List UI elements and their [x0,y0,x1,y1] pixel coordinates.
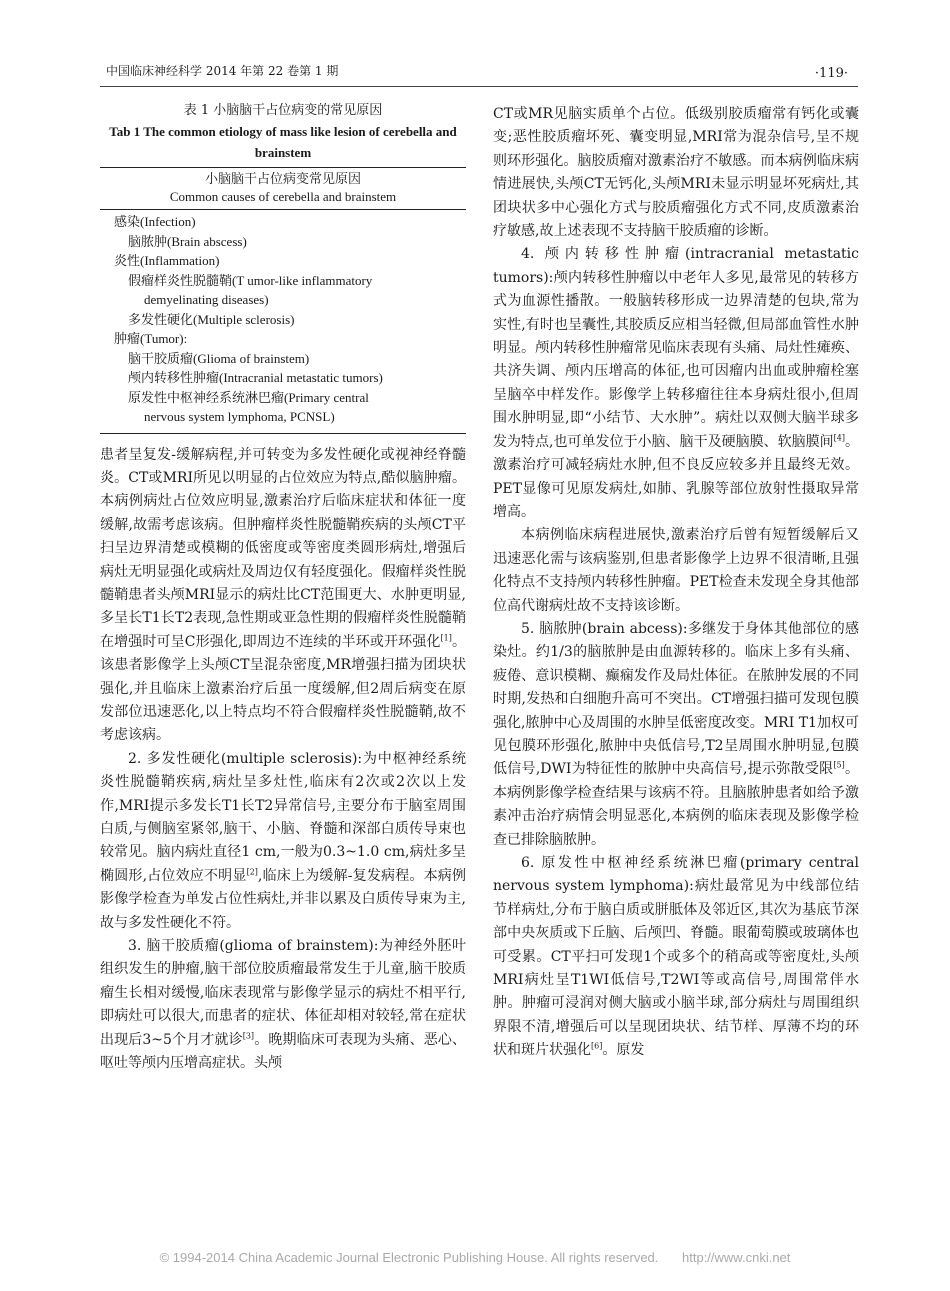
table-header-en: Common causes of cerebella and brainstem [169,189,397,204]
citation: [4] [833,433,845,443]
table-caption-cn: 表 1 小脑脑干占位病变的常见原因 [183,103,383,118]
table-header-cn: 小脑脑干占位病变常见原因 [204,171,361,186]
paragraph: 4. 颅内转移性肿瘤(intracranial metastatic tumors):颅内转移性肿瘤以中老年人多见,最常见的转移方式为血源性播散。一般脑转移形成一边界清楚的包块,常为实性,有时也呈囊性,其胶质反应相当轻微,但局部血管性水肿明显。颅内转移性肿瘤常见临床表现有头痛、局灶性瘫痪、共济失调、颅内压增高的体征,也可因瘤内出血或肿瘤栓塞呈脑卒中样发作。影像学上转移瘤往往本身病灶很小,但周围水肿明显,即“小结节、大水肿”。病灶以双侧大脑半球多发为特点,也可单发位于小脑、脑干及硬脑膜、软脑膜间[4]。激素治疗可减轻病灶水肿,但不良反应较多并且最终无效。PET显像可见原发病灶,如肺、乳腺等部位放射性摄取异常增高。 [493,246,860,520]
page-number: ·119· [814,66,848,81]
journal-title: 中国临床神经科学 2014 年第 22 卷第 1 期 [106,64,339,78]
etiology-table [100,167,466,434]
paragraph: 本病例临床病程进展快,激素治疗后曾有短暂缓解后又迅速恶化需与该病鉴别,但患者影像学上边界不很清晰,且强化特点不支持颅内转移性肿瘤。PET检查未发现全身其他部位高代谢病灶故不支持该诊断。 [493,527,859,614]
table-row: demyelinating diseases) [144,292,269,307]
table-row: 肿瘤(Tumor): [114,331,188,346]
table-body [100,210,466,433]
citation: [5] [833,760,845,770]
table-header [100,168,466,210]
table-row: 炎性(Inflammation) [114,253,220,268]
paragraph: 2. 多发性硬化(multiple sclerosis):为中枢神经系统炎性脱髓鞘疾病,病灶呈多灶性,临床有2次或2次以上发作,MRI提示多发长T1长T2异常信号,主要分布于脑室周围白质,与侧脑室紧邻,脑干、小脑、脊髓和深部白质传导束也较常见。脑内病灶直径1 cm,一般为0.3~1.0 cm,病灶多呈椭圆形,占位效应不明显[2],临床上为缓解-复发病程。本病例影像学检查为单发占位性病灶,并非以累及白质传导束为主,故与多发性硬化不符。 [100,750,466,931]
table-row: 多发性硬化(Multiple sclerosis) [128,311,295,327]
table-caption-en: Tab 1 The common etiology of mass like lesion of cerebella and brainstem [109,124,457,160]
table-row: 假瘤样炎性脱髓鞘(T umor-like inflammatory [128,272,373,288]
running-header [100,58,858,81]
right-column [493,103,859,1063]
header-rule [100,86,858,87]
table-row: 脑干胶质瘤(Glioma of brainstem) [128,350,310,366]
table-row: 颅内转移性肿瘤(Intracranial metastatic tumors) [128,370,383,385]
copyright-footer [0,1250,950,1265]
cnki-url[interactable]: http://www.cnki.net [682,1250,791,1265]
table-row: 原发性中枢神经系统淋巴瘤(Primary central [128,389,369,405]
paragraph: 5. 脑脓肿(brain abcess):多继发于身体其他部位的感染灶。约1/3的脑脓肿是由血源转移的。临床上多有头痛、疲倦、意识模糊、癫痫发作及局灶体征。在脓肿发展的不同时期,发热和白细胞升高可不突出。CT增强扫描可发现包膜强化,脓肿中心及周围的水肿呈低密度改变。MRI T1加权可见包膜环形强化,脓肿中央低信号,T2呈周围水肿明显,包膜低信号,DWI为特征性的脓肿中央高信号,提示弥散受限[5]。本病例影像学检查结果与该病不符。且脑脓肿患者如给予激素冲击治疗病情会明显恶化,本病例的临床表现及影像学检查已排除脑脓肿。 [493,620,860,848]
citation: [3] [242,1031,255,1040]
paragraph: 6. 原发性中枢神经系统淋巴瘤(primary central nervous system lymphoma):病灶最常见为中线部位结节样病灶,分布于脑白质或胼胝体及邻近区,其次为基底节深部中央灰质或下丘脑、后颅凹、脊髓。眼葡萄膜或玻璃体也可受累。CT平扫可发现1个或多个的稍高或等密度灶,头颅MRI病灶呈T1WI低信号,T2WI等或高信号,周围常伴水肿。肿瘤可浸润对侧大脑或小脑半球,部分病灶与周围组织界限不清,增强后可以呈现团块状、结节样、厚薄不均的环状和斑片状强化[6]。原发 [493,855,859,1059]
paragraph: 患者呈复发-缓解病程,并可转变为多发性硬化或视神经脊髓炎。CT或MRI所见以明显的占位效应为特点,酷似脑肿瘤。本病例病灶占位效应明显,激素治疗后临床症状和体征一度缓解,故需考虑该病。但肿瘤样炎性脱髓鞘疾病的头颅CT平扫呈边界清楚或模糊的低密度或等密度类圆形病灶,增强后病灶无明显强化或病灶及周边仅有轻度强化。假瘤样炎性脱髓鞘患者头颅MRI显示的病灶比CT范围更大、水肿更明显,多呈长T1长T2表现,急性期或亚急性期的假瘤样炎性脱髓鞘在增强时可呈C形强化,即周边不连续的半环或开环强化[1]。该患者影像学上头颅CT呈混杂密度,MR增强扫描为团块状强化,并且临床上激素治疗后虽一度缓解,但2周后病变在原发部位迅速恶化,以上特点均不符合假瘤样炎性脱髓鞘,故不考虑该病。 [100,446,466,744]
table-row: 脑脓肿(Brain abscess) [128,233,247,249]
citation: [2] [246,867,258,877]
paragraph: 3. 脑干胶质瘤(glioma of brainstem):为神经外胚叶组织发生的肿瘤,脑干部位胶质瘤最常发生于儿童,脑干胶质瘤生长相对缓慢,临床表现常与影像学显示的病灶不相平行,即病灶可以很大,而患者的症状、体征却相对较轻,常在症状出现后3~5个月才就诊[3]。晚期临床可表现为头痛、恶心、呕吐等颅内压增高症状。头颅 [100,938,467,1072]
citation: [6] [591,1041,603,1051]
copyright-text: © 1994-2014 China Academic Journal Electronic Publishing House. All rights reserved. [159,1250,659,1265]
table-row: 感染(Infection) [114,214,196,229]
citation: [1] [440,633,452,643]
left-column [100,100,466,1075]
table-row: nervous system lymphoma, PCNSL) [144,409,335,424]
paragraph: CT或MR见脑实质单个占位。低级别胶质瘤常有钙化或囊变;恶性胶质瘤坏死、囊变明显,MRI常为混杂信号,呈不规则环形强化。脑胶质瘤对激素治疗不敏感。而本病例临床病情进展快,头颅CT无钙化,头颅MRI未显示明显坏死病灶,其团块状多中心强化方式与胶质瘤强化方式不同,皮质激素治疗敏感,故上述表现不支持脑干胶质瘤的诊断。 [493,106,859,240]
